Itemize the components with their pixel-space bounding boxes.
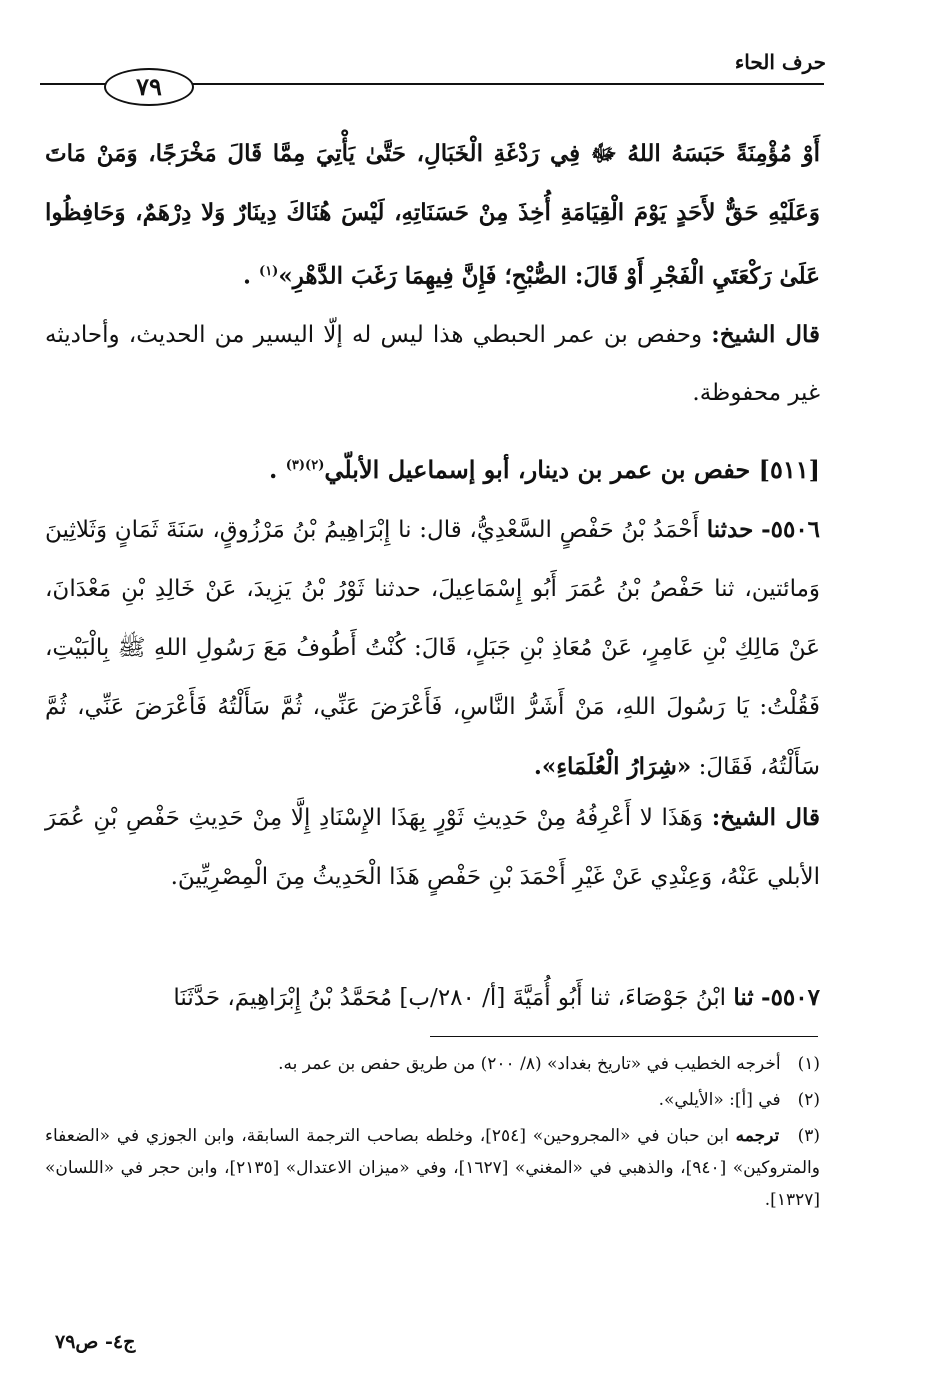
hadith-number: ٥٥٠٦- bbox=[761, 516, 821, 543]
footnote-2 bbox=[45, 1084, 820, 1116]
entry-heading: [٥١١] حفص بن عمر بن دينار، أبو إسماعيل الأبلّي$^{(٢)(٣)}$ . bbox=[269, 455, 820, 484]
hadith-quote: «شِرَارُ الْعُلَمَاءِ». bbox=[533, 753, 692, 780]
hadith-5506 bbox=[45, 500, 820, 797]
shaykh-label: قال الشيخ: bbox=[711, 321, 820, 348]
footnote-text: في [أ]: «الأيلي». bbox=[658, 1090, 781, 1110]
shaykh-comment-2 bbox=[45, 788, 820, 907]
footnote-text: أخرجه الخطيب في «تاريخ بغداد» (٨/ ٢٠٠) من طريق حفص بن عمر به. bbox=[278, 1054, 781, 1074]
footnote-text: ابن حبان في «المجروحين» [٢٥٤]، وخلطه بصاحب الترجمة السابقة، وابن الجوزي في «الضعفاء والمتروكين» [٩٤٠]، والذهبي في «المغني» [١٦٢٧]، وفي «ميزان الاعتدال» [٢١٣٥]، وابن حجر في «اللسان» [١٣٢٧]. bbox=[45, 1126, 820, 1210]
hadith-text: أَحْمَدُ بْنُ حَفْصٍ السَّعْدِيُّ، قال: نا إِبْرَاهِيمُ بْنُ مَرْزُوقٍ، سَنَةَ ثَمَانٍ وَثَلاثِينَ وَمائتين، ثنا حَفْصُ بْنُ عُمَرَ أَبُو إِسْمَاعِيلَ، حدثنا ثَوْرُ بْنُ يَزِيدَ، عَنْ خَالِدِ بْنِ مَعْدَانَ، عَنْ مَالِكِ بْنِ عَامِرٍ، عَنْ مُعَاذِ بْنِ جَبَلٍ، قَالَ: كُنْتُ أَطُوفُ مَعَ رَسُولِ اللهِ ﷺ بِالْبَيْتِ، فَقُلْتُ: يَا رَسُولَ اللهِ، مَنْ أَشَرُّ النَّاسِ، فَأَعْرَضَ عَنِّي، ثُمَّ سَأَلْتُهُ فَأَعْرَضَ عَنِّي، ثُمَّ سَأَلْتُهُ، فَقَالَ: bbox=[45, 517, 820, 780]
chapter-title: حرف الحاء bbox=[734, 50, 826, 74]
hadith-continuation: أَوْ مُؤْمِنَةً حَبَسَهُ اللهُ ﷻ فِي رَدْغَةِ الْخَبَالِ، حَتَّىٰ يَأْتِيَ مِمَّا قَالَ مَخْرَجًا، وَمَنْ مَاتَ وَعَلَيْهِ حَقٌّ لأَحَدٍ يَوْمَ الْقِيَامَةِ أُخِذَ مِنْ حَسَنَاتِهِ، لَيْسَ هُنَاكَ دِينَارٌ وَلا دِرْهَمٌ، وَحَافِظُوا عَلَىٰ رَكْعَتَيِ الْفَجْرِ أَوْ قَالَ: الصُّبْحِ؛ فَإِنَّ فِيهِمَا رَغَبَ الدَّهْرِ»$^{(١)}$ . bbox=[45, 140, 820, 290]
footnotes bbox=[45, 1048, 820, 1220]
footnote-ref-1: (١) bbox=[259, 264, 279, 279]
volume-page-marker: ج٤- ص٧٩ bbox=[55, 1331, 136, 1353]
hadith-text: ابْنُ جَوْصَاءَ، ثنا أَبُو أُمَيَّةَ [أ/ ٢٨٠/ب] مُحَمَّدُ بْنُ إِبْرَاهِيمَ، حَدَّثَنَا bbox=[173, 985, 727, 1011]
hadith-5506-block bbox=[45, 500, 820, 797]
shaykh-comment-2-block bbox=[45, 788, 820, 907]
footnote-3 bbox=[45, 1120, 820, 1216]
entry-title: [٥١١] حفص بن عمر بن دينار، أبو إسماعيل الأبلّي bbox=[324, 455, 820, 484]
footnote-refs-2-3: (٢)(٣) bbox=[285, 458, 325, 473]
hadith-label: ثنا bbox=[733, 984, 754, 1011]
footnote-1 bbox=[45, 1048, 820, 1080]
shaykh-comment-1-block bbox=[45, 306, 820, 422]
shaykh-comment-text: وَهَذَا لا أَعْرِفُهُ مِنْ حَدِيثِ ثَوْرٍ بِهَذَا الإِسْنَادِ إِلَّا مِنْ حَدِيثِ حَفْصِ بْنِ عُمَرَ الأبلي عَنْهُ، وَعِنْدِي عَنْ غَيْرِ أَحْمَدَ بْنِ حَفْصٍ هَذَا الْحَدِيثُ مِنَ الْمِصْرِيِّينَ. bbox=[45, 805, 820, 890]
hadith-5507-block bbox=[45, 968, 820, 1028]
hadith-number: ٥٥٠٧- bbox=[761, 984, 820, 1011]
hadith-label: حدثنا bbox=[706, 516, 754, 543]
shaykh-label: قال الشيخ: bbox=[711, 804, 821, 831]
shaykh-comment-text: وحفص بن عمر الحبطي هذا ليس له إلّا اليسير من الحديث، وأحاديثه غير محفوظة. bbox=[45, 322, 820, 406]
shaykh-comment-1 bbox=[45, 306, 820, 422]
hadith-5507 bbox=[45, 968, 820, 1028]
footnote-label: ترجمه bbox=[735, 1126, 780, 1146]
footnote-separator bbox=[430, 1036, 818, 1037]
page-number-badge: ٧٩ bbox=[104, 68, 194, 106]
hadith-continuation-text: أَوْ مُؤْمِنَةً حَبَسَهُ اللهُ ﷻ فِي رَدْغَةِ الْخَبَالِ، حَتَّىٰ يَأْتِيَ مِمَّا قَالَ مَخْرَجًا، وَمَنْ مَاتَ وَعَلَيْهِ حَقٌّ لأَحَدٍ يَوْمَ الْقِيَامَةِ أُخِذَ مِنْ حَسَنَاتِهِ، لَيْسَ هُنَاكَ دِينَارٌ وَلا دِرْهَمٌ، وَحَافِظُوا عَلَىٰ رَكْعَتَيِ الْفَجْرِ أَوْ قَالَ: الصُّبْحِ؛ فَإِنَّ فِيهِمَا رَغَبَ الدَّهْرِ» bbox=[45, 140, 820, 290]
footnote-number: (١) bbox=[797, 1054, 820, 1074]
footnote-number: (٢) bbox=[797, 1090, 820, 1110]
footnote-number: (٣) bbox=[797, 1126, 821, 1146]
hadith-continuation-block bbox=[45, 124, 820, 306]
entry-heading-block bbox=[45, 436, 820, 499]
